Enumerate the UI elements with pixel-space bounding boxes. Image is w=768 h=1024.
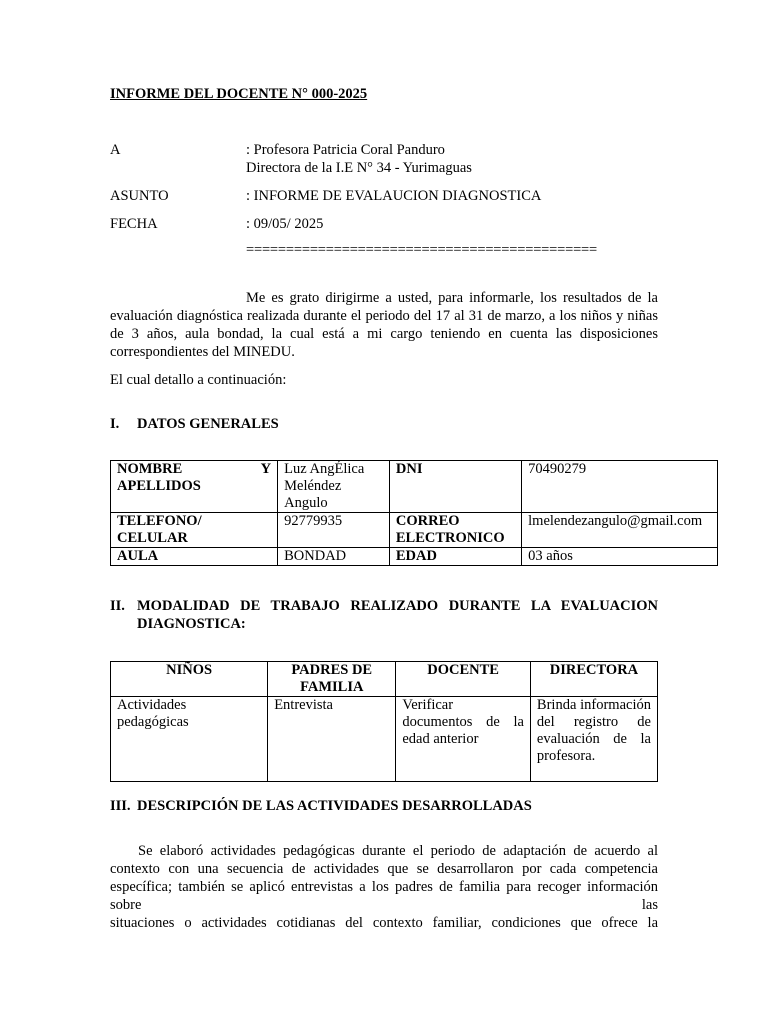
name-value-1: Luz AngÉlica <box>284 461 365 477</box>
dni-label: DNI <box>389 461 521 513</box>
detail-line: El cual detallo a continuación: <box>110 372 287 388</box>
modality-table <box>110 661 658 782</box>
age-value: 03 años <box>522 548 718 566</box>
section-3-number: III. <box>110 798 131 814</box>
phone-label-1: TELEFONO/ <box>117 513 202 529</box>
date-label: FECHA <box>110 216 158 232</box>
section-1-title: DATOS GENERALES <box>137 416 279 432</box>
email-value: lmelendezangulo@gmail.com <box>522 513 718 548</box>
intro-paragraph: Me es grato dirigirme a usted, para informarle, los resultados de la evaluación diagnóstica realizada durante el periodo del 17 al 31 de marzo, a los niños y niñas de 3 años, aula bondad, la cual está a mi cargo teniendo en cuenta las disposiciones correspondientes del MINEDU. <box>110 290 658 360</box>
cell-directora: Brinda información del registro de evaluación de la profesora. <box>530 697 657 782</box>
room-label: AULA <box>111 548 278 566</box>
to-recipient-role: Directora de la I.E N° 34 - Yurimaguas <box>246 160 472 176</box>
section-3-heading <box>110 797 658 815</box>
header-ninos: NIÑOS <box>111 662 268 697</box>
to-recipient: : Profesora Patricia Coral Panduro <box>246 142 445 158</box>
name-value-cell <box>278 461 390 513</box>
name-value-2: Meléndez <box>284 478 342 494</box>
cell-ninos: Actividades pedagógicas <box>111 697 268 782</box>
name-label-2: APELLIDOS <box>117 478 201 494</box>
name-value-first <box>284 461 383 478</box>
header-padres: PADRES DE FAMILIA <box>268 662 396 697</box>
header-directora: DIRECTORA <box>530 662 657 697</box>
email-label-1: CORREO <box>395 513 460 529</box>
section-3-title: DESCRIPCIÓN DE LAS ACTIVIDADES DESARROLLADAS <box>137 798 532 814</box>
date-value: : 09/05/ 2025 <box>246 216 324 232</box>
section-1-number: I. <box>110 416 120 432</box>
report-title: INFORME DEL DOCENTE N° 000-2025 <box>110 86 368 102</box>
age-label: EDAD <box>389 548 521 566</box>
separator-line: ============================================ <box>246 242 598 258</box>
to-label: A <box>110 142 121 158</box>
subject-label: ASUNTO <box>110 188 169 204</box>
subject-value: : INFORME DE EVALAUCION DIAGNOSTICA <box>246 188 542 204</box>
general-data-table <box>110 460 718 566</box>
phone-value: 92779935 <box>278 513 390 548</box>
cell-docente: Verificar documentos de la edad anterior <box>396 697 531 782</box>
phone-label-2: CELULAR <box>117 530 188 546</box>
activities-paragraph-2: situaciones o actividades cotidianas del contexto familiar, condiciones que ofrece la <box>110 915 658 931</box>
name-value-3: Angulo <box>284 495 328 511</box>
phone-label-cell <box>111 513 278 548</box>
cell-padres: Entrevista <box>268 697 396 782</box>
email-label-2: ELECTRONICO <box>395 530 505 546</box>
header-docente: DOCENTE <box>396 662 531 697</box>
name-label-y: Y <box>260 461 272 477</box>
section-2-heading <box>110 597 658 633</box>
section-1-heading <box>110 415 658 433</box>
name-label-cell <box>111 461 278 513</box>
dni-value: 70490279 <box>522 461 718 513</box>
name-label-1: NOMBRE <box>117 461 183 477</box>
activities-paragraph-1: Se elaboró actividades pedagógicas durante el periodo de adaptación de acuerdo al contexto con una secuencia de actividades que se desarrollaron por cada competencia específica; también se aplicó entrevistas a los padres de familia para recoger información sobre las <box>110 843 658 913</box>
section-2-title: MODALIDAD DE TRABAJO REALIZADO DURANTE LA EVALUACION DIAGNOSTICA: <box>137 598 658 632</box>
email-label-cell <box>389 513 521 548</box>
section-2-number: II. <box>110 598 125 614</box>
room-value: BONDAD <box>278 548 390 566</box>
